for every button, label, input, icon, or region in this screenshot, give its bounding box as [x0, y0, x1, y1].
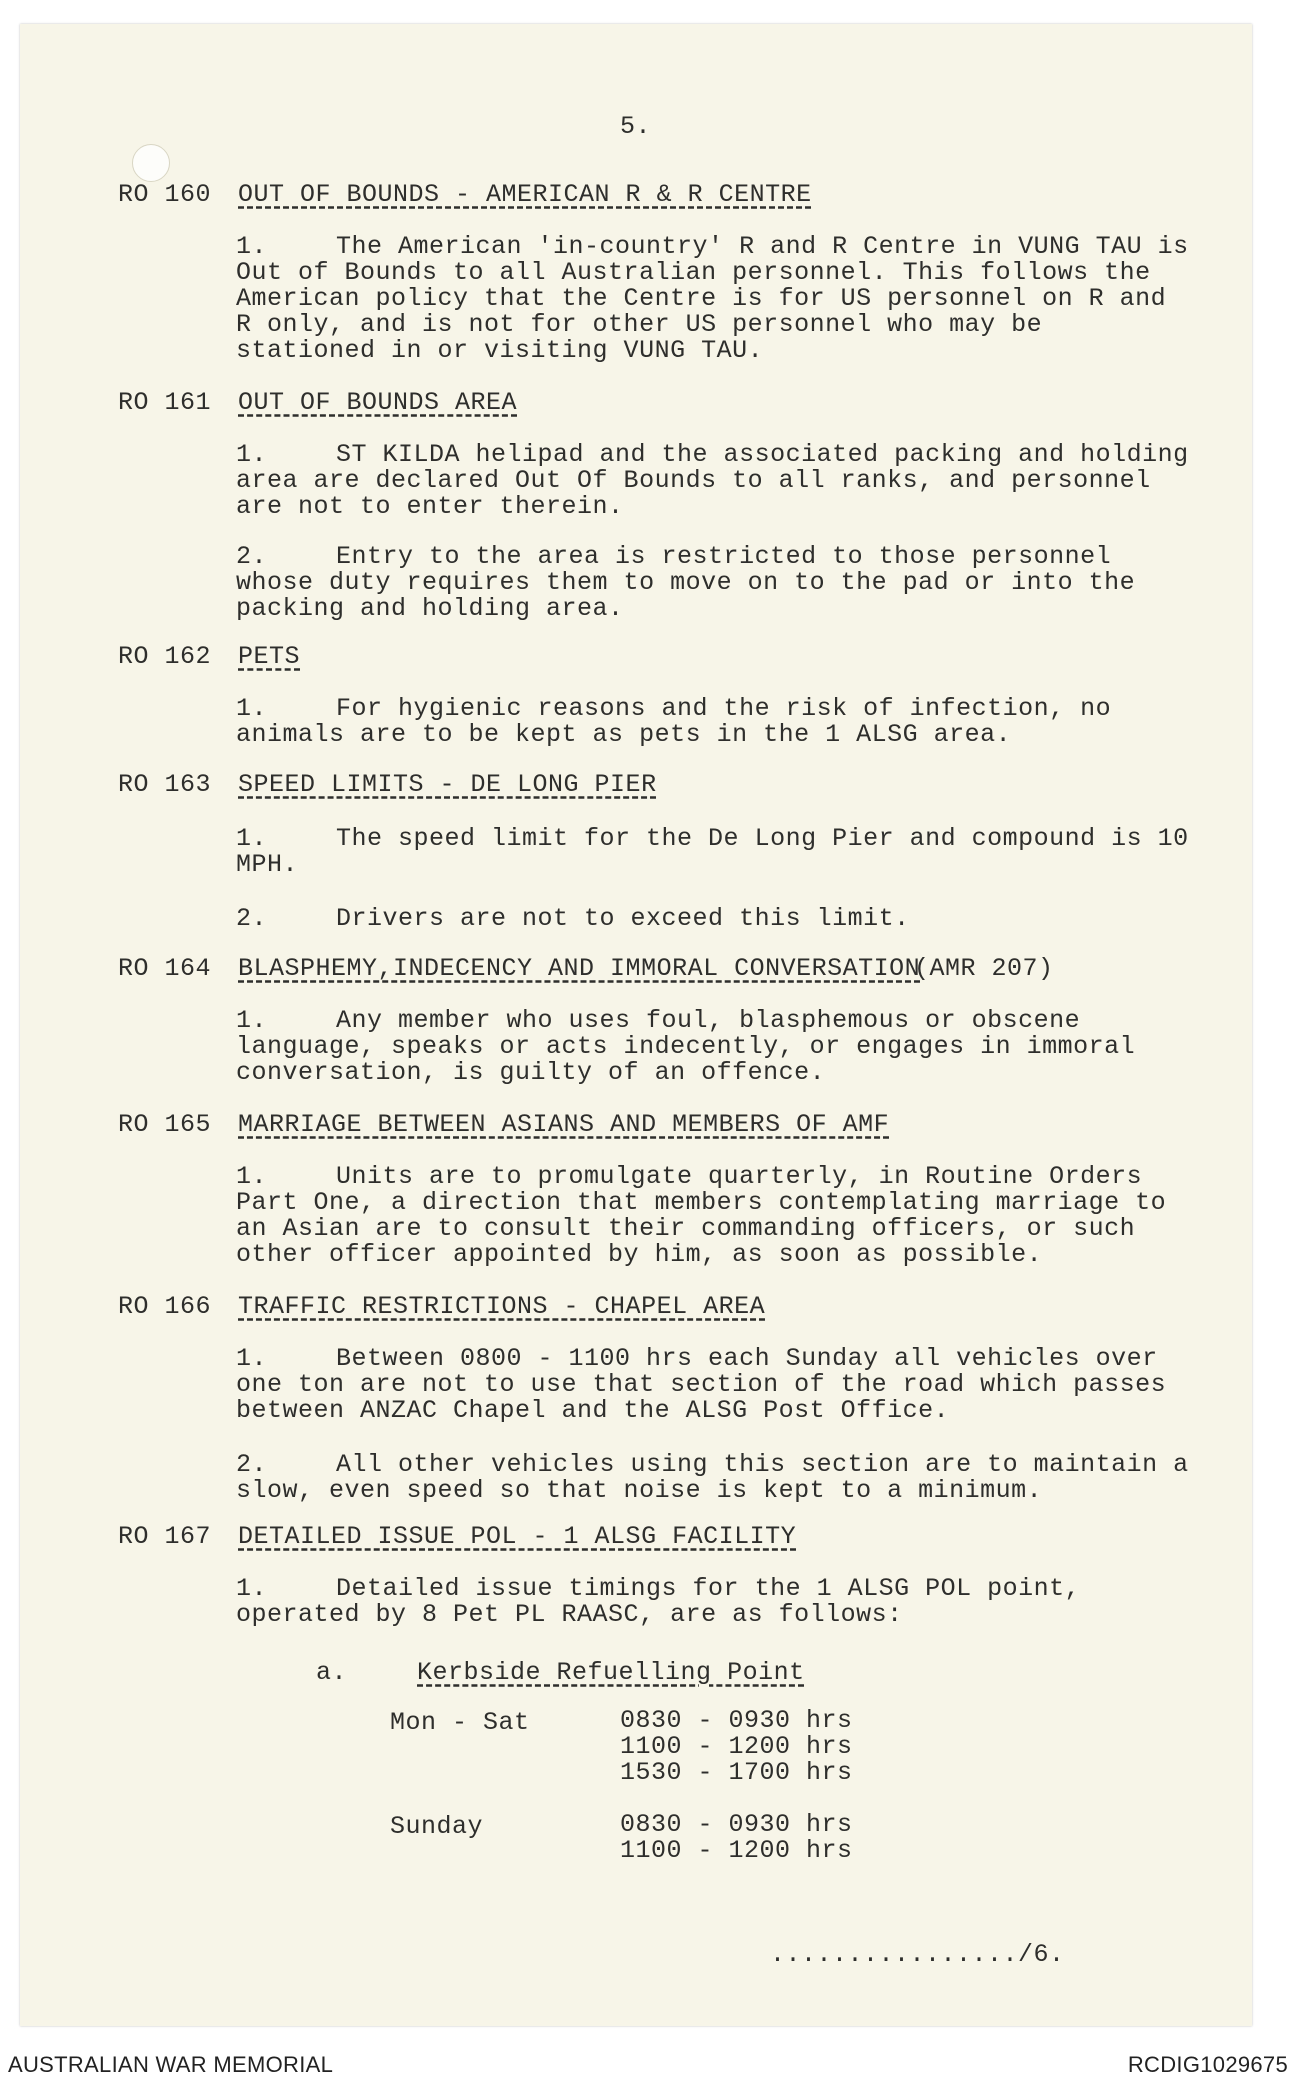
- order-title: PETS: [238, 642, 301, 671]
- order-paragraph: [236, 1576, 1196, 1628]
- punch-hole: [132, 144, 170, 182]
- order-paragraph: [236, 1452, 1196, 1504]
- order-paragraph: [236, 442, 1196, 520]
- order-paragraph: [236, 696, 1196, 748]
- order-number: RO 165: [118, 1110, 212, 1139]
- timing-times: [620, 1708, 853, 1786]
- subsection-heading: [316, 1658, 805, 1687]
- paragraph-number: 1.: [236, 824, 268, 853]
- paragraph-text: The speed limit for the De Long Pier and compound is 10 MPH.: [236, 824, 1189, 879]
- order-paragraph: [236, 234, 1196, 364]
- paragraph-text: Any member who uses foul, blasphemous or obscene language, speaks or acts indecently, or engages in immoral conversation, is guilty of an offence.: [236, 1006, 1136, 1087]
- paragraph-text: Between 0800 - 1100 hrs each Sunday all vehicles over one ton are not to use that section of the road which passes between ANZAC Chapel and the ALSG Post Office.: [236, 1344, 1167, 1425]
- order-paragraph: [236, 1164, 1196, 1268]
- paragraph-text: Entry to the area is restricted to those personnel whose duty requires them to move on to the pad or into the packing and holding area.: [236, 542, 1136, 623]
- order-paragraph: [236, 1346, 1196, 1424]
- paragraph-number: 1.: [236, 1574, 268, 1603]
- footer-catalogue-id: RCDIG1029675: [1127, 2052, 1288, 2077]
- order-number: RO 164: [118, 954, 212, 983]
- paragraph-text: The American 'in-country' R and R Centre in VUNG TAU is Out of Bounds to all Australian personnel. This follows the American policy that the Centre is for US personnel on R and R only, and is not for other US personnel who may be stationed in or visiting VUNG TAU.: [236, 232, 1189, 365]
- order-number: RO 162: [118, 642, 212, 671]
- timing-slot: 0830 - 0930 hrs: [620, 1706, 853, 1735]
- subsection-title: Kerbside Refuelling Point: [417, 1658, 805, 1687]
- order-number: RO 166: [118, 1292, 212, 1321]
- order-title: [238, 954, 920, 983]
- continuation-marker: ................/6.: [770, 1940, 1065, 1969]
- order-title-text: BLASPHEMY,INDECENCY AND IMMORAL CONVERSATION: [238, 954, 921, 983]
- paragraph-text: For hygienic reasons and the risk of infection, no animals are to be kept as pets in the 1 ALSG area.: [236, 694, 1112, 749]
- paragraph-text: ST KILDA helipad and the associated packing and holding area are declared Out Of Bounds to all ranks, and personnel are not to enter therein.: [236, 440, 1189, 521]
- order-reference: (AMR 207): [914, 954, 1054, 983]
- paragraph-text: All other vehicles using this section are to maintain a slow, even speed so that noise is kept to a minimum.: [236, 1450, 1189, 1505]
- order-title: OUT OF BOUNDS - AMERICAN R & R CENTRE: [238, 180, 812, 209]
- subsection-letter: a.: [316, 1658, 348, 1687]
- timing-days: Sunday: [390, 1812, 484, 1841]
- timing-days: Mon - Sat: [390, 1708, 530, 1737]
- timing-times: [620, 1812, 853, 1864]
- order-paragraph: [236, 906, 1196, 932]
- paragraph-number: 1.: [236, 232, 268, 261]
- order-title: DETAILED ISSUE POL - 1 ALSG FACILITY: [238, 1522, 797, 1551]
- order-paragraph: [236, 1008, 1196, 1086]
- timing-slot: 1530 - 1700 hrs: [620, 1758, 853, 1787]
- paragraph-number: 1.: [236, 694, 268, 723]
- order-paragraph: [236, 544, 1196, 622]
- paragraph-text: Units are to promulgate quarterly, in Routine Orders Part One, a direction that members contemplating marriage to an Asian are to consult their commanding officers, or such other officer appointed by him, as soon as possible.: [236, 1162, 1167, 1269]
- order-paragraph: [236, 826, 1196, 878]
- paragraph-number: 1.: [236, 1344, 268, 1373]
- timing-slot: 1100 - 1200 hrs: [620, 1732, 853, 1761]
- paragraph-number: 2.: [236, 904, 268, 933]
- paragraph-number: 1.: [236, 1006, 268, 1035]
- paragraph-number: 2.: [236, 1450, 268, 1479]
- order-number: RO 161: [118, 388, 212, 417]
- timing-slot: 1100 - 1200 hrs: [620, 1836, 853, 1865]
- order-number: RO 160: [118, 180, 212, 209]
- order-title: SPEED LIMITS - DE LONG PIER: [238, 770, 657, 799]
- paragraph-number: 1.: [236, 440, 268, 469]
- footer-source: AUSTRALIAN WAR MEMORIAL: [8, 2052, 334, 2077]
- order-number: RO 167: [118, 1522, 212, 1551]
- paragraph-text: Drivers are not to exceed this limit.: [336, 904, 910, 933]
- paragraph-number: 1.: [236, 1162, 268, 1191]
- paragraph-text: Detailed issue timings for the 1 ALSG POL point, operated by 8 Pet PL RAASC, are as follows:: [236, 1574, 1081, 1629]
- page-number: 5.: [620, 112, 652, 141]
- order-number: RO 163: [118, 770, 212, 799]
- order-title: TRAFFIC RESTRICTIONS - CHAPEL AREA: [238, 1292, 766, 1321]
- order-title: OUT OF BOUNDS AREA: [238, 388, 518, 417]
- order-title: MARRIAGE BETWEEN ASIANS AND MEMBERS OF AMF: [238, 1110, 890, 1139]
- timing-slot: 0830 - 0930 hrs: [620, 1810, 853, 1839]
- paragraph-number: 2.: [236, 542, 268, 571]
